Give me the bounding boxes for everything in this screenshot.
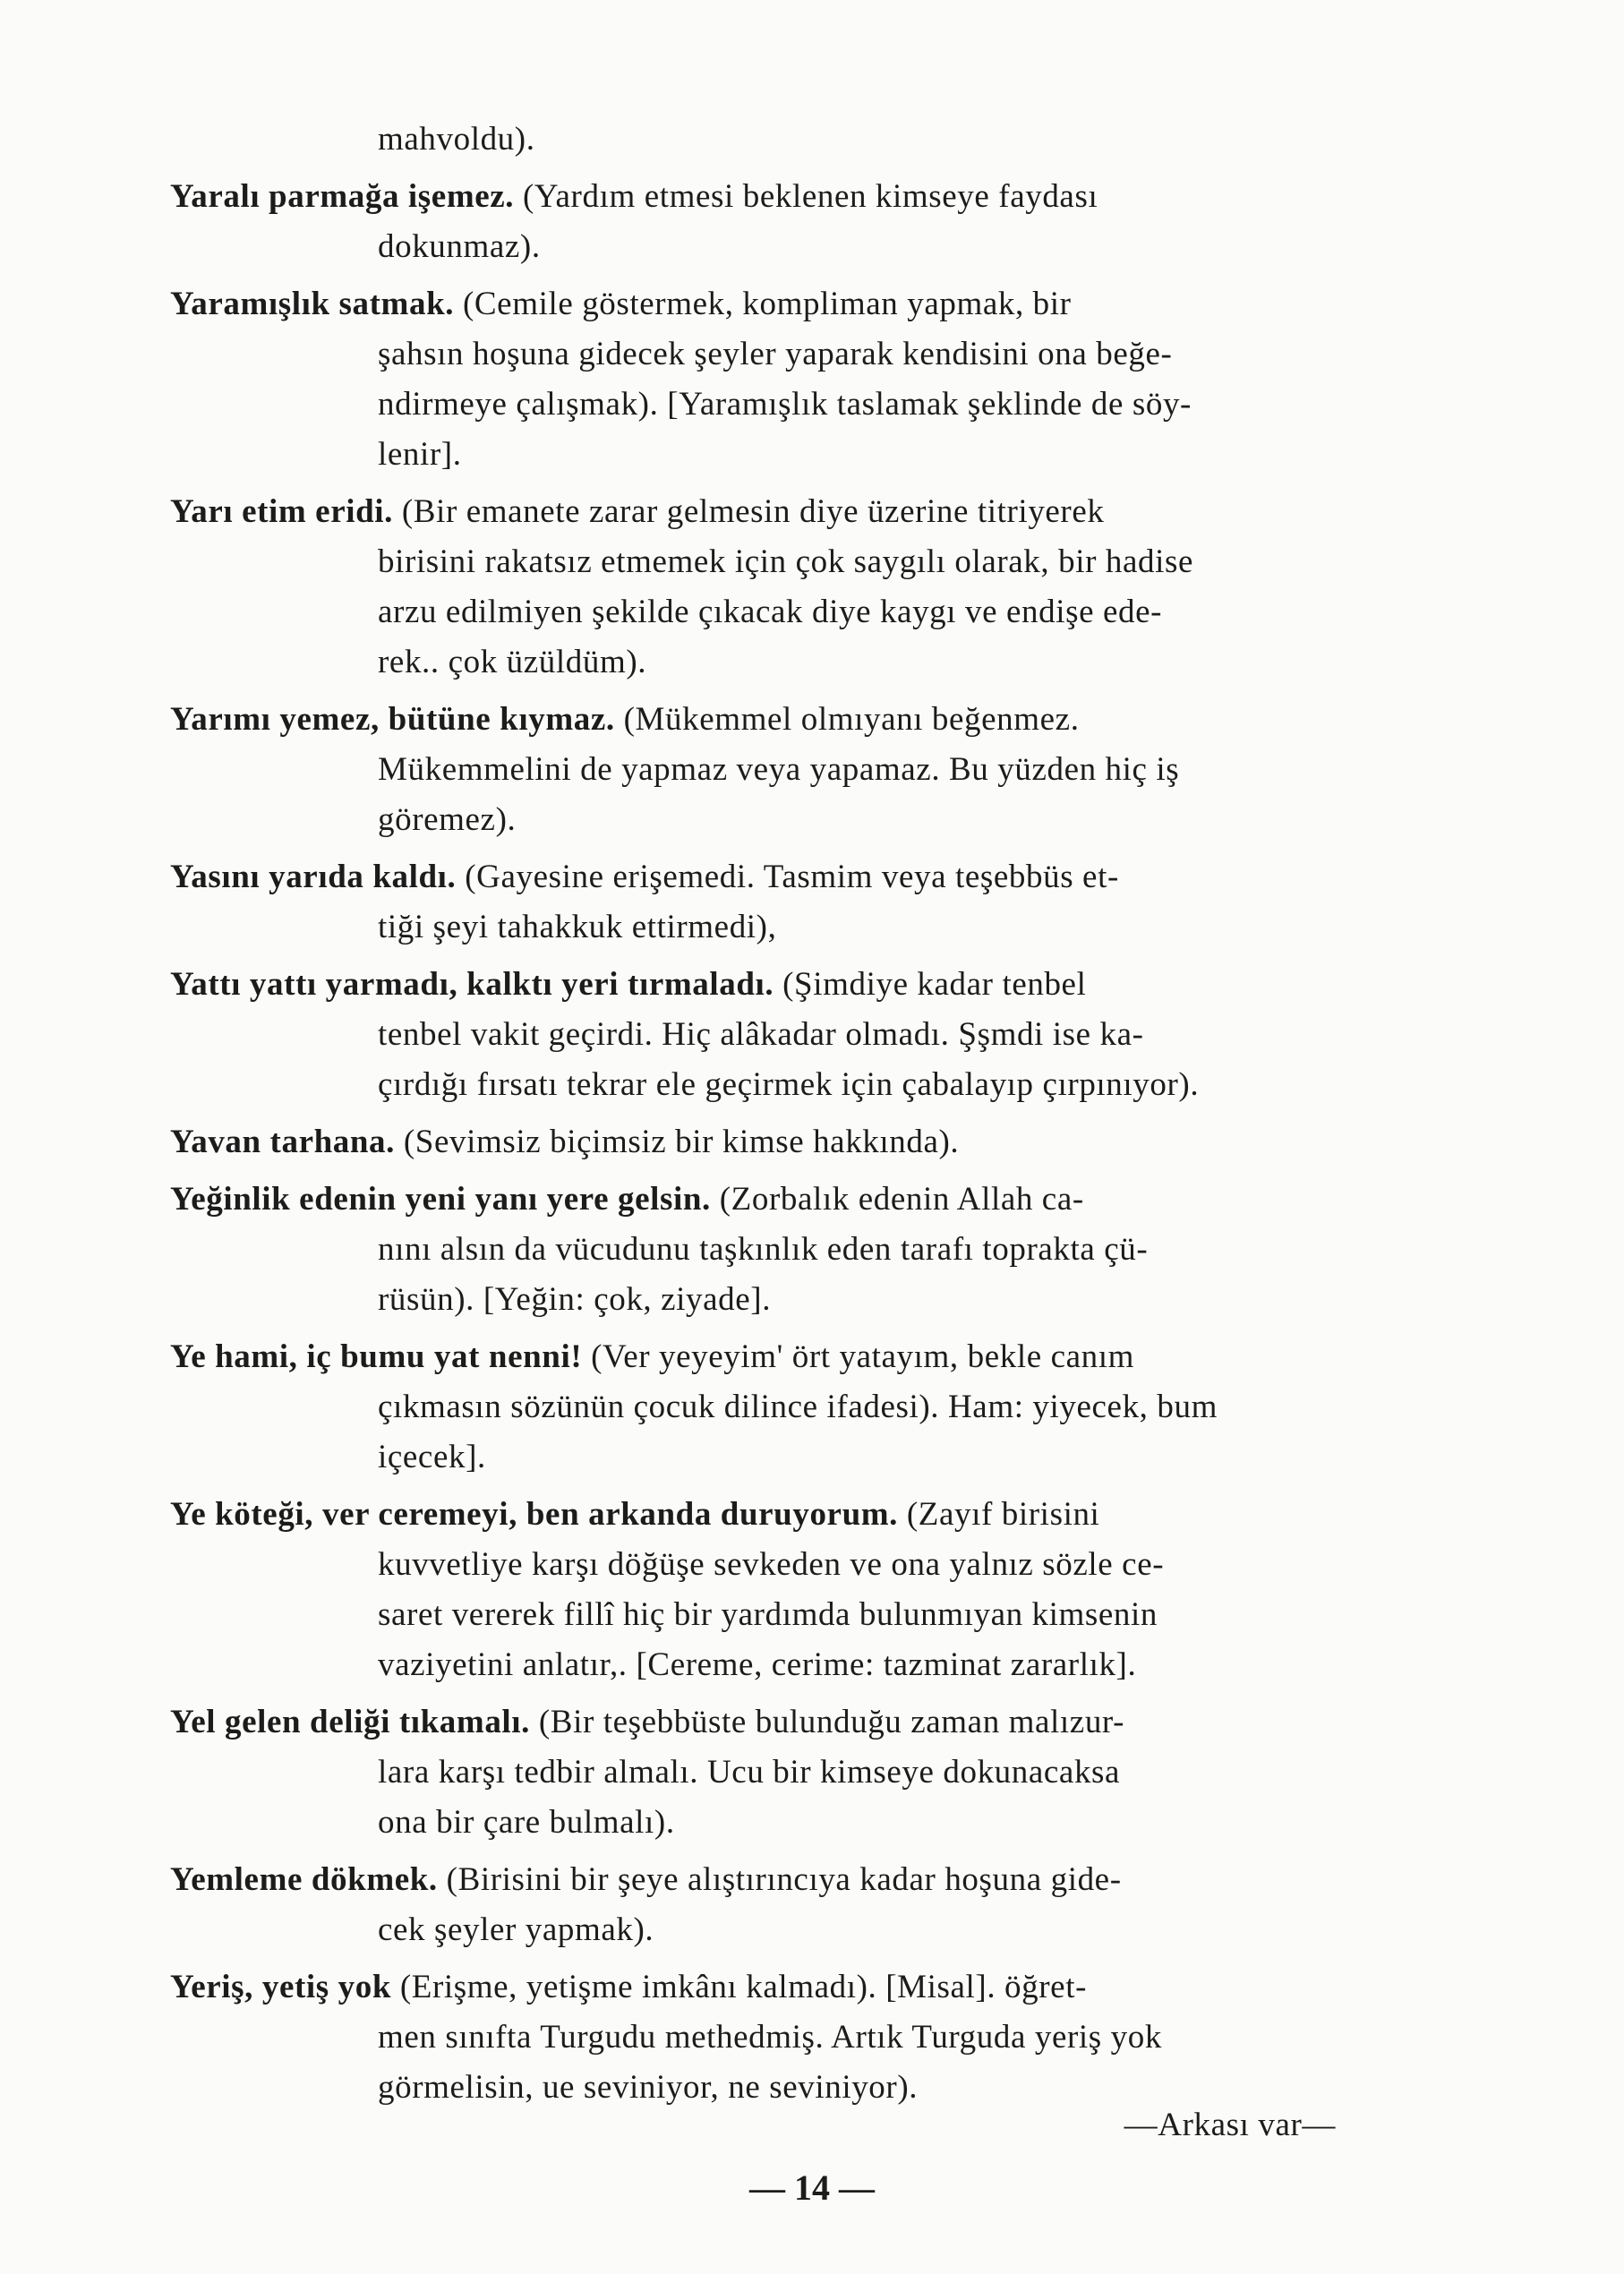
idiom-headword: Yattı yattı yarmadı, kalktı yeri tırmaladı. xyxy=(170,966,774,1003)
definition-text: (Sevimsiz biçimsiz bir kimse hakkında). xyxy=(403,1124,960,1160)
idiom-entry xyxy=(170,1697,1423,1848)
entry-first-line xyxy=(170,1697,1423,1748)
definition-line: rüsün). [Yeğin: çok, ziyade]. xyxy=(378,1281,772,1318)
definition-line: Mükemmelini de yapmaz veya yapamaz. Bu yüzden hiç iş xyxy=(378,751,1180,788)
definition-line: tiği şeyi tahakkuk ettirmedi), xyxy=(378,909,777,945)
idiom-headword: Yeriş, yetiş yok xyxy=(170,1969,391,2005)
entry-first-line xyxy=(170,1175,1423,1225)
idiom-entry xyxy=(170,1490,1423,1690)
idiom-entry xyxy=(170,1117,1423,1167)
idiom-headword: Yasını yarıda kaldı. xyxy=(170,859,457,895)
entry-first-line xyxy=(170,1490,1423,1540)
definition-line: göremez). xyxy=(378,801,517,838)
definition-line: çıkmasın sözünün çocuk dilince ifadesi). Ham: yiyecek, bum xyxy=(378,1389,1218,1425)
entries-container xyxy=(170,172,1423,2113)
entry-first-line xyxy=(170,487,1423,537)
definition-text: (Zorbalık edenin Allah ca- xyxy=(719,1181,1084,1218)
idiom-entry xyxy=(170,960,1423,1110)
idiom-headword: Yaralı parmağa işemez. xyxy=(170,178,515,215)
definition-line: çırdığı fırsatı tekrar ele geçirmek için çabalayıp çırpınıyor). xyxy=(378,1066,1200,1103)
definition-line: lenir]. xyxy=(378,436,462,473)
definition-text: (Şimdiye kadar tenbel xyxy=(782,966,1087,1003)
idiom-headword: Yarımı yemez, bütüne kıymaz. xyxy=(170,701,615,738)
definition-line: nını alsın da vücudunu taşkınlık eden tarafı toprakta çü- xyxy=(378,1231,1149,1268)
definition-line: birisini rakatsız etmemek için çok saygılı olarak, bir hadise xyxy=(378,543,1193,580)
entry-first-line xyxy=(170,1962,1423,2013)
definition-line: lara karşı tedbir almalı. Ucu bir kimseye dokunacaksa xyxy=(378,1754,1121,1791)
entry-first-line xyxy=(170,960,1423,1010)
definition-line: dokunmaz). xyxy=(378,228,541,265)
idiom-entry xyxy=(170,1332,1423,1483)
idiom-headword: Yaramışlık satmak. xyxy=(170,286,455,322)
entry-first-line xyxy=(170,1332,1423,1382)
definition-line: rek.. çok üzüldüm). xyxy=(378,644,647,680)
idiom-entry xyxy=(170,172,1423,272)
entry-first-line xyxy=(170,852,1423,902)
entry-first-line xyxy=(170,1855,1423,1905)
definition-line: tenbel vakit geçirdi. Hiç alâkadar olmadı. Şşmdi ise ka- xyxy=(378,1016,1144,1053)
page-number: — 14 — xyxy=(749,2167,875,2208)
idiom-entry xyxy=(170,1962,1423,2113)
definition-line: ona bir çare bulmalı). xyxy=(378,1804,675,1841)
idiom-entry xyxy=(170,695,1423,845)
definition-text: (Mükemmel olmıyanı beğenmez. xyxy=(623,701,1080,738)
idiom-headword: Yel gelen deliği tıkamalı. xyxy=(170,1704,531,1740)
idiom-entry xyxy=(170,852,1423,953)
lead-line: mahvoldu). xyxy=(378,121,535,158)
entry-first-line xyxy=(170,172,1423,222)
definition-line: vaziyetini anlatır,. [Cereme, cerime: tazminat zararlık]. xyxy=(378,1646,1137,1683)
definition-text: (Yardım etmesi beklenen kimseye faydası xyxy=(523,178,1098,215)
definition-line: men sınıfta Turgudu methedmiş. Artık Turguda yeriş yok xyxy=(378,2019,1162,2056)
entry-list xyxy=(170,115,1423,2113)
definition-line: ndirmeye çalışmak). [Yaramışlık taslamak şeklinde de söy- xyxy=(378,386,1192,423)
definition-text: (Erişme, yetişme imkânı kalmadı). [Misal]. öğret- xyxy=(399,1969,1088,2005)
idiom-headword: Yemleme dökmek. xyxy=(170,1861,438,1898)
continued-note: —Arkası var— xyxy=(1124,2107,1336,2143)
definition-line: şahsın hoşuna gidecek şeyler yaparak kendisini ona beğe- xyxy=(378,336,1173,372)
definition-text: (Bir emanete zarar gelmesin diye üzerine titriyerek xyxy=(401,493,1105,530)
definition-text: (Cemile göstermek, kompliman yapmak, bir xyxy=(462,286,1072,322)
definition-text: (Bir teşebbüste bulunduğu zaman malızur- xyxy=(538,1704,1125,1740)
definition-line: içecek]. xyxy=(378,1439,486,1475)
idiom-headword: Yavan tarhana. xyxy=(170,1124,395,1160)
definition-line: kuvvetliye karşı döğüşe sevkeden ve ona yalnız sözle ce- xyxy=(378,1546,1165,1583)
idiom-headword: Yarı etim eridi. xyxy=(170,493,393,530)
idiom-headword: Yeğinlik edenin yeni yanı yere gelsin. xyxy=(170,1181,711,1218)
idiom-headword: Ye hami, iç bumu yat nenni! xyxy=(170,1338,583,1375)
definition-line: görmelisin, ue seviniyor, ne seviniyor). xyxy=(378,2069,919,2106)
idiom-entry xyxy=(170,279,1423,480)
definition-line: cek şeyler yapmak). xyxy=(378,1911,654,1948)
entry-first-line xyxy=(170,279,1423,329)
entry-first-line xyxy=(170,695,1423,745)
definition-text: (Gayesine erişemedi. Tasmim veya teşebbüs et- xyxy=(465,859,1119,895)
idiom-entry xyxy=(170,1175,1423,1325)
idiom-headword: Ye köteği, ver ceremeyi, ben arkanda duruyorum. xyxy=(170,1496,899,1533)
definition-text: (Birisini bir şeye alıştırıncıya kadar hoşuna gide- xyxy=(446,1861,1122,1898)
idiom-entry xyxy=(170,487,1423,688)
definition-line: arzu edilmiyen şekilde çıkacak diye kaygı ve endişe ede- xyxy=(378,594,1163,630)
definition-text: (Ver yeyeyim' ört yatayım, bekle canım xyxy=(591,1338,1134,1375)
entry-first-line xyxy=(170,1117,1423,1167)
idiom-entry xyxy=(170,1855,1423,1955)
definition-line: saret vererek fillî hiç bir yardımda bulunmıyan kimsenin xyxy=(378,1596,1158,1633)
definition-text: (Zayıf birisini xyxy=(906,1496,1100,1533)
